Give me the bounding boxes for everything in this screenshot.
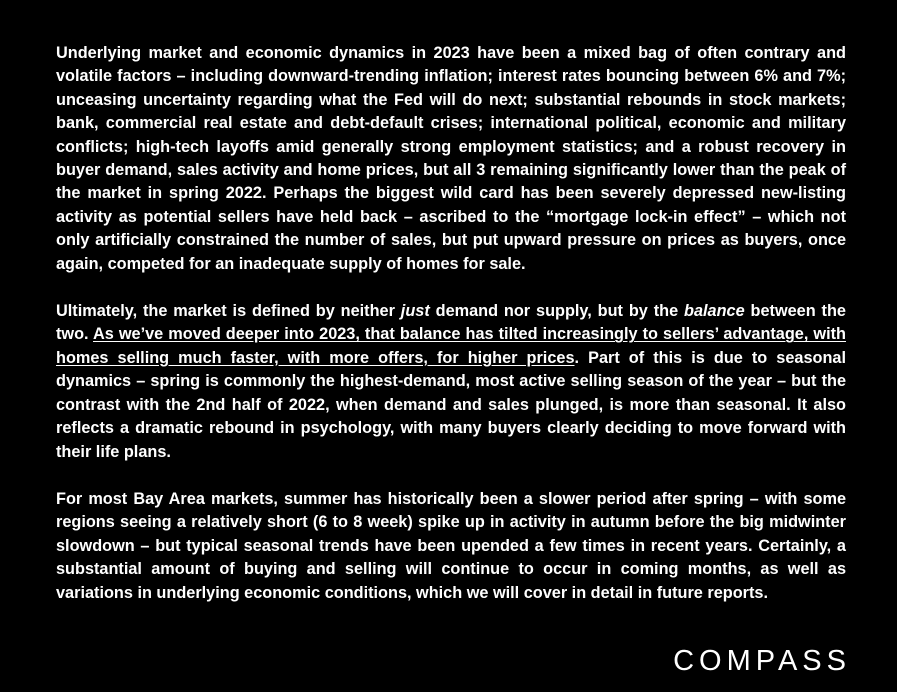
paragraph-seasonal-outlook bbox=[56, 488, 846, 605]
paragraph-2-text-a: Ultimately, the market is defined by neither bbox=[56, 302, 401, 321]
emphasis-balance: balance bbox=[684, 302, 745, 321]
paragraph-2-text-d: . Part of this is due to seasonal dynamics – spring is commonly the highest-demand, most active selling season of the year – but the contrast with the 2nd half of 2022, when demand and sales plunged, is more than seasonal. It also reflects a dramatic rebound in psychology, with many buyers clearly deciding to move forward with their life plans. bbox=[56, 348, 846, 461]
paragraph-2-text-b: demand nor supply, but by the bbox=[429, 302, 685, 321]
paragraph-2-text-c: between the two. bbox=[56, 302, 846, 344]
paragraph-3-text: For most Bay Area markets, summer has historically been a slower period after spring – with some regions seeing a relatively short (6 to 8 week) spike up in activity in autumn before the big midwinter slowdown – but typical seasonal trends have been upended a few times in recent years. Certainly, a substantial amount of buying and selling will continue to occur in coming months, as well as variations in underlying economic conditions, which we will cover in detail in future reports. bbox=[56, 489, 846, 602]
compass-logo: COMPASS bbox=[673, 645, 851, 677]
paragraph-market-dynamics bbox=[56, 42, 846, 276]
paragraph-supply-demand-balance bbox=[56, 300, 846, 464]
underlined-key-point: As we’ve moved deeper into 2023, that balance has tilted increasingly to sellers’ advantage, with homes selling much faster, with more offers, for higher prices bbox=[56, 325, 846, 367]
emphasis-just: just bbox=[400, 302, 430, 321]
body-text bbox=[56, 42, 846, 629]
paragraph-1-text: Underlying market and economic dynamics in 2023 have been a mixed bag of often contrary and volatile factors – including downward-trending inflation; interest rates bouncing between 6% and 7%; unceasing uncertainty regarding what the Fed will do next; substantial rebounds in stock markets; bank, commercial real estate and debt-default crises; international political, economic and military conflicts; high-tech layoffs amid generally strong employment statistics; and a robust recovery in buyer demand, sales activity and home prices, but all 3 remaining significantly lower than the peak of the market in spring 2022. Perhaps the biggest wild card has been severely depressed new-listing activity as potential sellers have held back – ascribed to the “mortgage lock-in effect” – which not only artificially constrained the number of sales, but put upward pressure on prices as buyers, once again, competed for an inadequate supply of homes for sale. bbox=[56, 44, 846, 273]
